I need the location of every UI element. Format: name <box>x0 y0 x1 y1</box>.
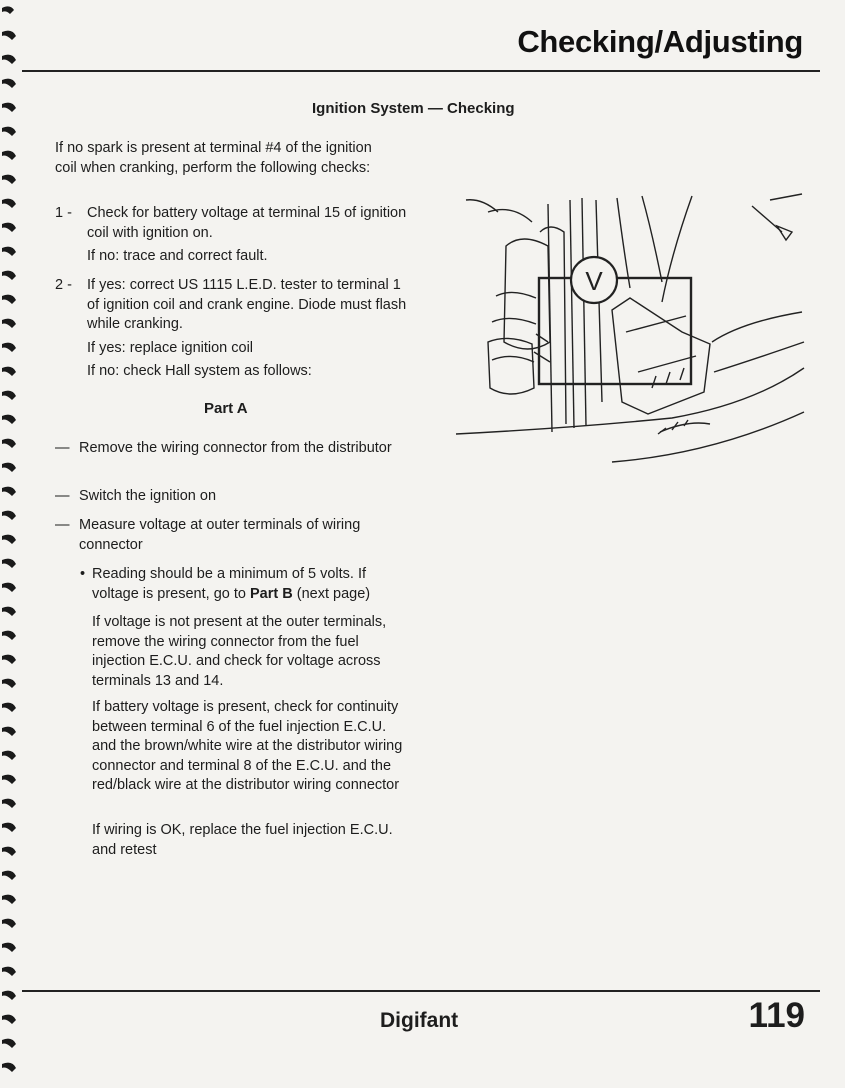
step-text: If yes: correct US 1115 L.E.D. tester to terminal 1 of ignition coil and crank engine. Diode must flash while cranking. <box>87 277 407 332</box>
dash-marker: — <box>55 517 70 533</box>
dash-item-text: Switch the ignition on <box>79 488 217 504</box>
dash-list-item <box>55 516 415 555</box>
intro-text: If no spark is present at terminal #4 of the ignition coil when cranking, perform the following checks: <box>55 140 372 176</box>
dash-list-item <box>55 487 415 507</box>
footer-rule <box>22 990 820 992</box>
dash-item-text: Remove the wiring connector from the distributor <box>79 440 392 456</box>
distributor-connector-illustration <box>452 192 807 464</box>
part-b-reference: Part B <box>250 585 293 602</box>
step-2 <box>55 276 415 382</box>
bullet-text-pre: Reading should be a minimum of 5 volts. If voltage is present, go to <box>92 566 367 602</box>
highlight-box <box>539 278 691 384</box>
dash-marker: — <box>55 440 70 456</box>
footer-title: Digifant <box>380 1009 459 1032</box>
section-title: Ignition System — Checking <box>312 100 515 117</box>
bullet-text <box>92 565 410 604</box>
voltmeter-label: V <box>585 266 603 296</box>
step-sub-text: If yes: replace ignition coil <box>87 339 254 356</box>
step-sub-text: If no: trace and correct fault. <box>87 248 268 264</box>
page-number: 119 <box>748 996 805 1035</box>
step-number: 1 - <box>55 205 72 221</box>
step-text: Check for battery voltage at terminal 15 of ignition coil with ignition on. <box>87 205 407 241</box>
part-a-heading: Part A <box>204 400 248 417</box>
step-sub-text: If no: check Hall system as follows: <box>87 363 312 379</box>
paragraph: If wiring is OK, replace the fuel injection E.C.U. and retest <box>92 822 393 858</box>
dash-marker: — <box>55 488 70 504</box>
page-header-title: Checking/Adjusting <box>517 24 803 59</box>
dash-list-item <box>55 439 415 459</box>
step-1 <box>55 204 415 267</box>
header-rule <box>22 70 820 72</box>
bullet-text-post: (next page) <box>292 585 371 602</box>
bullet-dot: • <box>80 566 86 582</box>
spiral-binding <box>0 0 30 1088</box>
dash-item-text: Measure voltage at outer terminals of wiring connector <box>79 517 361 553</box>
paragraph: If voltage is not present at the outer terminals, remove the wiring connector from the fuel injection E.C.U. and check for voltage across terminals 13 and 14. <box>92 614 387 689</box>
paragraph: If battery voltage is present, check for continuity between terminal 6 of the fuel injection E.C.U. and the brown/white wire at the distributor wiring connector and terminal 8 of the E.C.U. and the red/black wire at the distributor wiring connector <box>92 699 403 793</box>
step-number: 2 - <box>55 277 72 293</box>
bullet-item <box>80 565 410 604</box>
